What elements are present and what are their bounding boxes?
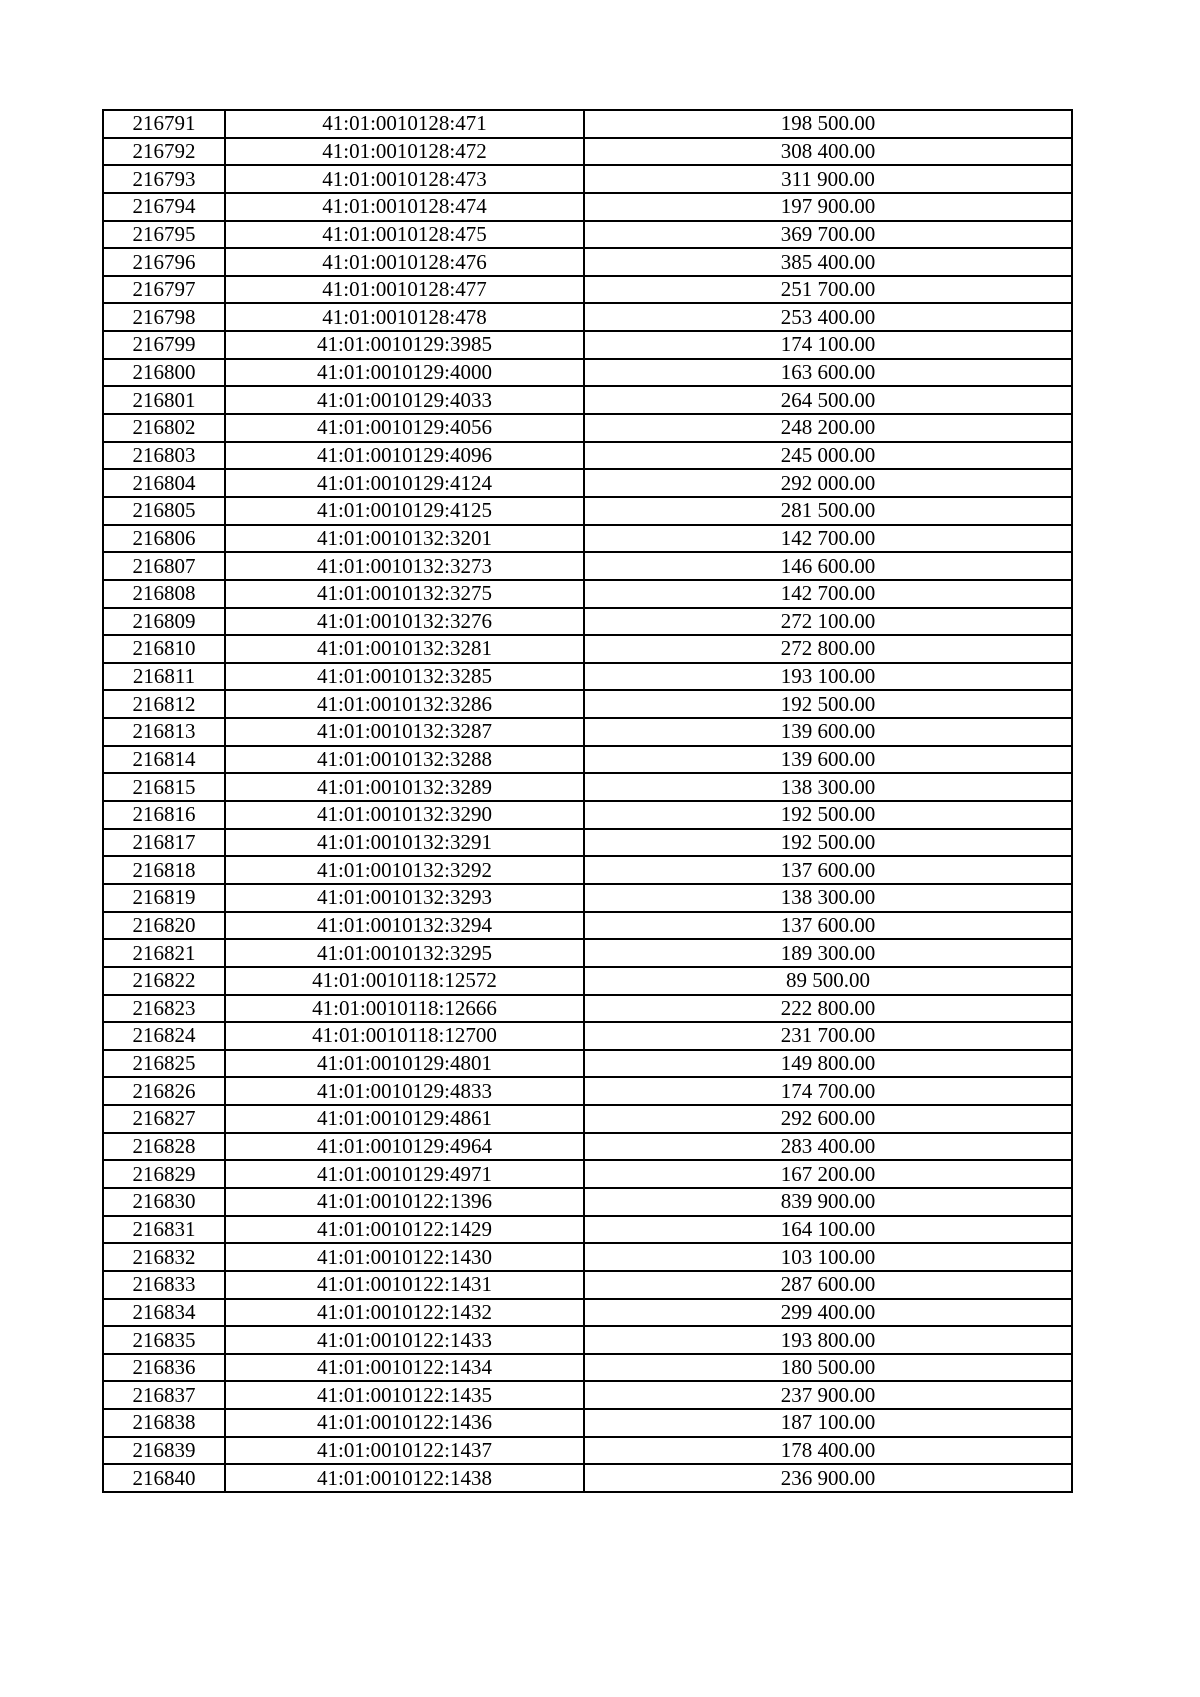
row-number-cell: 216812 (103, 690, 225, 718)
value-cell: 385 400.00 (584, 248, 1072, 276)
cadastral-number-cell: 41:01:0010122:1437 (225, 1437, 584, 1465)
cadastral-number-cell: 41:01:0010118:12572 (225, 967, 584, 995)
cadastral-number-cell: 41:01:0010128:476 (225, 248, 584, 276)
row-number-cell: 216804 (103, 469, 225, 497)
cadastral-number-cell: 41:01:0010132:3295 (225, 939, 584, 967)
row-number-cell: 216839 (103, 1437, 225, 1465)
cadastral-number-cell: 41:01:0010128:474 (225, 193, 584, 221)
value-cell: 192 500.00 (584, 801, 1072, 829)
value-cell: 180 500.00 (584, 1354, 1072, 1382)
table-row (103, 1271, 1072, 1299)
cadastral-number-cell: 41:01:0010122:1434 (225, 1354, 584, 1382)
row-number-cell: 216816 (103, 801, 225, 829)
table-row (103, 359, 1072, 387)
table-row (103, 1022, 1072, 1050)
value-cell: 251 700.00 (584, 276, 1072, 304)
value-cell: 193 100.00 (584, 663, 1072, 691)
row-number-cell: 216829 (103, 1160, 225, 1188)
value-cell: 139 600.00 (584, 718, 1072, 746)
table-row (103, 1105, 1072, 1133)
cadastral-number-cell: 41:01:0010122:1432 (225, 1299, 584, 1327)
row-number-cell: 216828 (103, 1133, 225, 1161)
cadastral-number-cell: 41:01:0010128:475 (225, 221, 584, 249)
row-number-cell: 216823 (103, 995, 225, 1023)
row-number-cell: 216793 (103, 165, 225, 193)
row-number-cell: 216814 (103, 746, 225, 774)
cadastral-number-cell: 41:01:0010122:1436 (225, 1409, 584, 1437)
value-cell: 237 900.00 (584, 1381, 1072, 1409)
cadastral-number-cell: 41:01:0010129:4964 (225, 1133, 584, 1161)
cadastral-number-cell: 41:01:0010128:473 (225, 165, 584, 193)
cadastral-number-cell: 41:01:0010129:4056 (225, 414, 584, 442)
value-cell: 163 600.00 (584, 359, 1072, 387)
value-cell: 139 600.00 (584, 746, 1072, 774)
cadastral-number-cell: 41:01:0010132:3294 (225, 912, 584, 940)
table-row (103, 1299, 1072, 1327)
cadastral-number-cell: 41:01:0010122:1431 (225, 1271, 584, 1299)
table-row (103, 1437, 1072, 1465)
table-row (103, 773, 1072, 801)
row-number-cell: 216837 (103, 1381, 225, 1409)
table-row (103, 1464, 1072, 1492)
row-number-cell: 216801 (103, 386, 225, 414)
table-row (103, 497, 1072, 525)
value-cell: 189 300.00 (584, 939, 1072, 967)
row-number-cell: 216821 (103, 939, 225, 967)
row-number-cell: 216794 (103, 193, 225, 221)
row-number-cell: 216805 (103, 497, 225, 525)
value-cell: 272 100.00 (584, 608, 1072, 636)
table-row (103, 663, 1072, 691)
value-cell: 146 600.00 (584, 552, 1072, 580)
cadastral-number-cell: 41:01:0010122:1396 (225, 1188, 584, 1216)
cadastral-number-cell: 41:01:0010132:3281 (225, 635, 584, 663)
cadastral-number-cell: 41:01:0010132:3287 (225, 718, 584, 746)
cadastral-number-cell: 41:01:0010132:3292 (225, 856, 584, 884)
cadastral-number-cell: 41:01:0010132:3289 (225, 773, 584, 801)
cadastral-number-cell: 41:01:0010118:12700 (225, 1022, 584, 1050)
value-cell: 193 800.00 (584, 1326, 1072, 1354)
value-cell: 292 600.00 (584, 1105, 1072, 1133)
cadastral-number-cell: 41:01:0010122:1435 (225, 1381, 584, 1409)
table-row (103, 912, 1072, 940)
row-number-cell: 216835 (103, 1326, 225, 1354)
value-cell: 369 700.00 (584, 221, 1072, 249)
table-row (103, 801, 1072, 829)
row-number-cell: 216819 (103, 884, 225, 912)
table-row (103, 442, 1072, 470)
row-number-cell: 216815 (103, 773, 225, 801)
cadastral-number-cell: 41:01:0010129:4861 (225, 1105, 584, 1133)
cadastral-number-cell: 41:01:0010132:3273 (225, 552, 584, 580)
cadastral-number-cell: 41:01:0010132:3293 (225, 884, 584, 912)
value-cell: 187 100.00 (584, 1409, 1072, 1437)
table-row (103, 525, 1072, 553)
value-cell: 236 900.00 (584, 1464, 1072, 1492)
cadastral-number-cell: 41:01:0010129:3985 (225, 331, 584, 359)
cadastral-number-cell: 41:01:0010122:1433 (225, 1326, 584, 1354)
table-row (103, 1354, 1072, 1382)
table-row (103, 386, 1072, 414)
row-number-cell: 216808 (103, 580, 225, 608)
row-number-cell: 216796 (103, 248, 225, 276)
value-cell: 149 800.00 (584, 1050, 1072, 1078)
cadastral-number-cell: 41:01:0010129:4125 (225, 497, 584, 525)
row-number-cell: 216791 (103, 110, 225, 138)
cadastral-number-cell: 41:01:0010129:4033 (225, 386, 584, 414)
value-cell: 138 300.00 (584, 884, 1072, 912)
row-number-cell: 216802 (103, 414, 225, 442)
table-row (103, 248, 1072, 276)
table-row (103, 138, 1072, 166)
table-row (103, 995, 1072, 1023)
table-row (103, 690, 1072, 718)
table-row (103, 193, 1072, 221)
row-number-cell: 216830 (103, 1188, 225, 1216)
value-cell: 167 200.00 (584, 1160, 1072, 1188)
value-cell: 245 000.00 (584, 442, 1072, 470)
table-row (103, 165, 1072, 193)
row-number-cell: 216797 (103, 276, 225, 304)
cadastral-number-cell: 41:01:0010128:478 (225, 303, 584, 331)
row-number-cell: 216806 (103, 525, 225, 553)
value-cell: 292 000.00 (584, 469, 1072, 497)
value-cell: 103 100.00 (584, 1243, 1072, 1271)
table-row (103, 414, 1072, 442)
value-cell: 299 400.00 (584, 1299, 1072, 1327)
table-row (103, 1216, 1072, 1244)
row-number-cell: 216832 (103, 1243, 225, 1271)
row-number-cell: 216818 (103, 856, 225, 884)
value-cell: 164 100.00 (584, 1216, 1072, 1244)
row-number-cell: 216825 (103, 1050, 225, 1078)
table-row (103, 469, 1072, 497)
cadastral-number-cell: 41:01:0010122:1429 (225, 1216, 584, 1244)
row-number-cell: 216827 (103, 1105, 225, 1133)
table-row (103, 608, 1072, 636)
table-row (103, 580, 1072, 608)
table-row (103, 856, 1072, 884)
row-number-cell: 216831 (103, 1216, 225, 1244)
row-number-cell: 216807 (103, 552, 225, 580)
row-number-cell: 216795 (103, 221, 225, 249)
table-row (103, 1381, 1072, 1409)
cadastral-number-cell: 41:01:0010128:477 (225, 276, 584, 304)
value-cell: 174 700.00 (584, 1077, 1072, 1105)
table-row (103, 746, 1072, 774)
value-cell: 272 800.00 (584, 635, 1072, 663)
row-number-cell: 216799 (103, 331, 225, 359)
cadastral-number-cell: 41:01:0010128:472 (225, 138, 584, 166)
cadastral-number-cell: 41:01:0010132:3288 (225, 746, 584, 774)
table-row (103, 1133, 1072, 1161)
value-cell: 137 600.00 (584, 912, 1072, 940)
table-row (103, 1409, 1072, 1437)
value-cell: 281 500.00 (584, 497, 1072, 525)
cadastral-number-cell: 41:01:0010129:4096 (225, 442, 584, 470)
row-number-cell: 216820 (103, 912, 225, 940)
data-table (102, 109, 1073, 1493)
table-body (103, 110, 1072, 1492)
cadastral-number-cell: 41:01:0010132:3286 (225, 690, 584, 718)
row-number-cell: 216833 (103, 1271, 225, 1299)
cadastral-number-cell: 41:01:0010122:1430 (225, 1243, 584, 1271)
row-number-cell: 216817 (103, 829, 225, 857)
cadastral-number-cell: 41:01:0010129:4124 (225, 469, 584, 497)
value-cell: 138 300.00 (584, 773, 1072, 801)
value-cell: 839 900.00 (584, 1188, 1072, 1216)
value-cell: 264 500.00 (584, 386, 1072, 414)
value-cell: 174 100.00 (584, 331, 1072, 359)
row-number-cell: 216803 (103, 442, 225, 470)
cadastral-number-cell: 41:01:0010132:3275 (225, 580, 584, 608)
value-cell: 287 600.00 (584, 1271, 1072, 1299)
cadastral-number-cell: 41:01:0010129:4000 (225, 359, 584, 387)
cadastral-number-cell: 41:01:0010129:4801 (225, 1050, 584, 1078)
value-cell: 198 500.00 (584, 110, 1072, 138)
value-cell: 89 500.00 (584, 967, 1072, 995)
table-row (103, 1077, 1072, 1105)
cadastral-number-cell: 41:01:0010129:4833 (225, 1077, 584, 1105)
table-row (103, 829, 1072, 857)
value-cell: 308 400.00 (584, 138, 1072, 166)
row-number-cell: 216813 (103, 718, 225, 746)
table-row (103, 1188, 1072, 1216)
row-number-cell: 216822 (103, 967, 225, 995)
value-cell: 142 700.00 (584, 525, 1072, 553)
table-row (103, 939, 1072, 967)
value-cell: 283 400.00 (584, 1133, 1072, 1161)
table-row (103, 303, 1072, 331)
cadastral-number-cell: 41:01:0010132:3201 (225, 525, 584, 553)
row-number-cell: 216836 (103, 1354, 225, 1382)
row-number-cell: 216838 (103, 1409, 225, 1437)
row-number-cell: 216834 (103, 1299, 225, 1327)
table-row (103, 1243, 1072, 1271)
table-row (103, 884, 1072, 912)
row-number-cell: 216798 (103, 303, 225, 331)
value-cell: 197 900.00 (584, 193, 1072, 221)
value-cell: 192 500.00 (584, 690, 1072, 718)
table-row (103, 967, 1072, 995)
row-number-cell: 216810 (103, 635, 225, 663)
cadastral-number-cell: 41:01:0010132:3290 (225, 801, 584, 829)
cadastral-number-cell: 41:01:0010132:3276 (225, 608, 584, 636)
cadastral-number-cell: 41:01:0010128:471 (225, 110, 584, 138)
value-cell: 248 200.00 (584, 414, 1072, 442)
table-row (103, 1160, 1072, 1188)
table-row (103, 221, 1072, 249)
table-row (103, 110, 1072, 138)
row-number-cell: 216824 (103, 1022, 225, 1050)
value-cell: 137 600.00 (584, 856, 1072, 884)
table-row (103, 718, 1072, 746)
row-number-cell: 216840 (103, 1464, 225, 1492)
row-number-cell: 216809 (103, 608, 225, 636)
value-cell: 192 500.00 (584, 829, 1072, 857)
value-cell: 142 700.00 (584, 580, 1072, 608)
table-row (103, 276, 1072, 304)
value-cell: 311 900.00 (584, 165, 1072, 193)
cadastral-number-cell: 41:01:0010122:1438 (225, 1464, 584, 1492)
cadastral-number-cell: 41:01:0010132:3291 (225, 829, 584, 857)
value-cell: 178 400.00 (584, 1437, 1072, 1465)
value-cell: 253 400.00 (584, 303, 1072, 331)
cadastral-number-cell: 41:01:0010129:4971 (225, 1160, 584, 1188)
row-number-cell: 216826 (103, 1077, 225, 1105)
value-cell: 231 700.00 (584, 1022, 1072, 1050)
table-row (103, 1326, 1072, 1354)
row-number-cell: 216811 (103, 663, 225, 691)
row-number-cell: 216800 (103, 359, 225, 387)
table-row (103, 635, 1072, 663)
table-row (103, 552, 1072, 580)
table-row (103, 331, 1072, 359)
cadastral-number-cell: 41:01:0010118:12666 (225, 995, 584, 1023)
table-row (103, 1050, 1072, 1078)
cadastral-number-cell: 41:01:0010132:3285 (225, 663, 584, 691)
value-cell: 222 800.00 (584, 995, 1072, 1023)
row-number-cell: 216792 (103, 138, 225, 166)
